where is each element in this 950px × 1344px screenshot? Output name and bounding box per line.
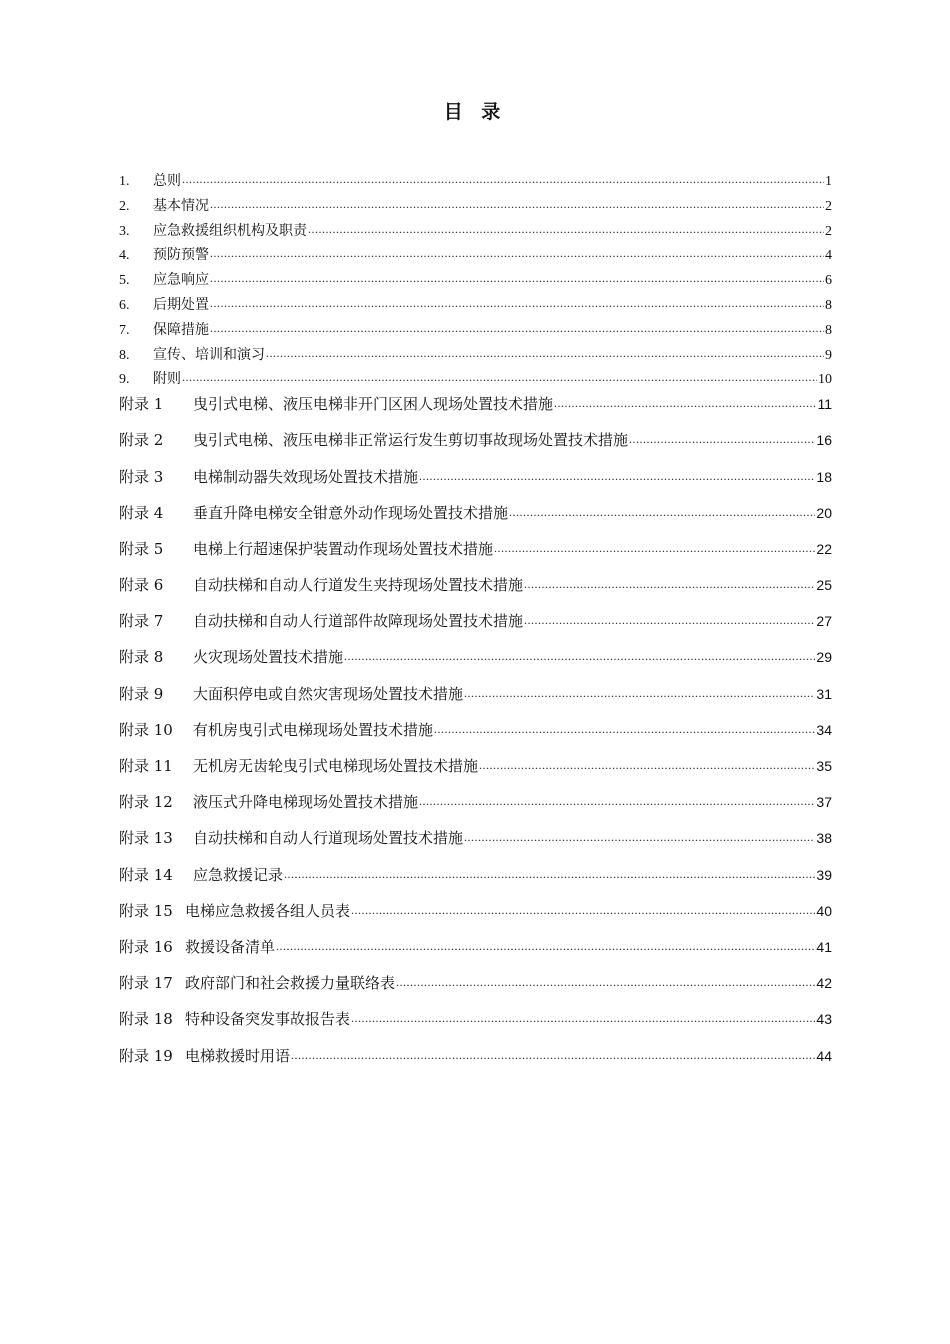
appendix-number: 附录 16 — [119, 937, 173, 956]
appendix-number: 附录 12 — [119, 793, 173, 812]
appendix-page: 44 — [816, 1047, 832, 1064]
dot-leader — [210, 320, 824, 334]
appendix-number: 附录 4 — [119, 503, 164, 522]
toc-appendix-entry[interactable] — [119, 755, 832, 791]
dot-leader — [210, 270, 824, 284]
appendix-page: 37 — [816, 794, 832, 811]
dot-leader — [182, 369, 817, 383]
appendix-number: 附录 6 — [119, 576, 164, 595]
entry-number: 6. — [119, 297, 130, 313]
appendix-page: 41 — [816, 938, 832, 955]
appendix-number: 附录 9 — [119, 684, 164, 703]
appendix-page: 34 — [816, 721, 832, 738]
dot-leader — [419, 792, 815, 807]
dot-leader — [182, 171, 824, 185]
appendix-title: 垂直升降电梯安全钳意外动作现场处置技术措施 — [193, 503, 509, 522]
appendix-title: 政府部门和社会救援力量联络表 — [185, 974, 396, 993]
appendix-page: 31 — [816, 685, 832, 702]
appendix-page: 29 — [816, 649, 832, 666]
entry-page: 2 — [825, 223, 832, 239]
entry-number: 9. — [119, 372, 130, 388]
entry-number: 2. — [119, 198, 130, 214]
appendix-number: 附录 14 — [119, 865, 173, 884]
toc-appendix-entry[interactable] — [119, 936, 832, 972]
dot-leader — [524, 611, 815, 626]
appendix-page: 11 — [817, 396, 832, 413]
entry-page: 2 — [825, 198, 832, 214]
toc-appendix-entry[interactable] — [119, 1008, 832, 1044]
appendix-page: 42 — [816, 975, 832, 992]
appendix-title: 电梯制动器失效现场处置技术措施 — [193, 467, 419, 486]
appendix-page: 39 — [816, 866, 832, 883]
appendix-page: 18 — [816, 468, 832, 485]
appendix-page: 20 — [816, 504, 832, 521]
appendix-number: 附录 15 — [119, 901, 173, 920]
entry-title: 宣传、培训和演习 — [153, 346, 265, 363]
dot-leader — [524, 575, 815, 590]
appendix-page: 40 — [816, 902, 832, 919]
toc-appendix-entry[interactable] — [119, 429, 832, 465]
appendix-title: 电梯救援时用语 — [185, 1046, 291, 1065]
appendix-title: 曳引式电梯、液压电梯非正常运行发生剪切事故现场处置技术措施 — [193, 431, 629, 450]
entry-page: 9 — [825, 347, 832, 363]
toc-entry[interactable] — [119, 319, 832, 344]
toc-entry[interactable] — [119, 244, 832, 269]
appendix-number: 附录 19 — [119, 1046, 173, 1065]
entry-page: 4 — [825, 248, 832, 264]
dot-leader — [210, 245, 824, 259]
toc-appendix-entry[interactable] — [119, 864, 832, 900]
dot-leader — [284, 865, 815, 880]
toc-appendix-entry[interactable] — [119, 900, 832, 936]
appendix-title: 应急救援记录 — [193, 865, 284, 884]
dot-leader — [351, 1009, 815, 1024]
dot-leader — [434, 720, 815, 735]
entry-title: 应急响应 — [153, 272, 209, 289]
entry-title: 应急救援组织机构及职责 — [153, 222, 307, 239]
table-of-contents — [119, 170, 832, 1081]
appendix-number: 附录 5 — [119, 539, 164, 558]
appendix-title: 大面积停电或自然灾害现场处置技术措施 — [193, 684, 464, 703]
entry-number: 4. — [119, 248, 130, 264]
dot-leader — [308, 221, 824, 235]
dot-leader — [494, 539, 815, 554]
entry-number: 8. — [119, 347, 130, 363]
dot-leader — [210, 196, 824, 210]
toc-appendix-entry[interactable] — [119, 683, 832, 719]
toc-appendix-entry[interactable] — [119, 719, 832, 755]
appendix-page: 22 — [816, 540, 832, 557]
entry-number: 5. — [119, 273, 130, 289]
entry-page: 8 — [825, 297, 832, 313]
entry-title: 总则 — [153, 173, 181, 189]
toc-appendix-entry[interactable] — [119, 827, 832, 863]
appendix-number: 附录 17 — [119, 974, 173, 993]
entry-page: 8 — [825, 322, 832, 338]
toc-appendix-entry[interactable] — [119, 574, 832, 610]
toc-appendix-entry[interactable] — [119, 502, 832, 538]
toc-title: 目 录 — [443, 101, 507, 123]
toc-appendix-entry[interactable] — [119, 538, 832, 574]
entry-title: 保障措施 — [153, 321, 209, 338]
appendix-title: 自动扶梯和自动人行道部件故障现场处置技术措施 — [193, 612, 524, 631]
dot-leader — [509, 503, 815, 518]
toc-entry[interactable] — [119, 269, 832, 294]
entry-number: 1. — [119, 174, 130, 189]
appendix-page: 27 — [816, 613, 832, 630]
dot-leader — [464, 828, 815, 843]
appendix-page: 25 — [816, 577, 832, 594]
toc-entry[interactable] — [119, 220, 832, 245]
appendix-number: 附录 1 — [119, 395, 164, 414]
toc-entry[interactable] — [119, 294, 832, 319]
entry-page: 6 — [825, 273, 832, 289]
dot-leader — [291, 1046, 815, 1061]
appendix-number: 附录 13 — [119, 829, 173, 848]
entry-title: 附则 — [153, 371, 181, 388]
appendix-title: 电梯应急救援各组人员表 — [185, 901, 351, 920]
appendix-page: 38 — [816, 830, 832, 847]
entry-number: 3. — [119, 223, 130, 239]
dot-leader — [479, 756, 815, 771]
appendix-title: 电梯上行超速保护装置动作现场处置技术措施 — [193, 539, 494, 558]
appendix-title: 自动扶梯和自动人行道发生夹持现场处置技术措施 — [193, 576, 524, 595]
toc-appendix-entry[interactable] — [119, 972, 832, 1008]
dot-leader — [419, 467, 815, 482]
toc-appendix-entry[interactable] — [119, 791, 832, 827]
toc-appendix-entry[interactable] — [119, 393, 832, 429]
appendix-number: 附录 10 — [119, 720, 173, 739]
dot-leader — [276, 937, 815, 952]
appendix-page: 35 — [816, 758, 832, 775]
dot-leader — [554, 394, 816, 409]
appendix-title: 特种设备突发事故报告表 — [185, 1010, 351, 1029]
appendix-number: 附录 3 — [119, 467, 164, 486]
entry-title: 基本情况 — [153, 197, 209, 214]
dot-leader — [629, 430, 815, 445]
appendix-title: 有机房曳引式电梯现场处置技术措施 — [193, 720, 434, 739]
dot-leader — [351, 901, 815, 916]
dot-leader — [210, 295, 824, 309]
entry-page: 1 — [825, 174, 832, 189]
appendix-number: 附录 7 — [119, 612, 164, 631]
toc-entry[interactable] — [119, 368, 832, 393]
toc-appendix-entry[interactable] — [119, 466, 832, 502]
toc-entry[interactable] — [119, 344, 832, 369]
entry-page: 10 — [818, 372, 832, 388]
toc-entry[interactable] — [119, 170, 832, 195]
appendix-number: 附录 2 — [119, 431, 164, 450]
appendix-title: 液压式升降电梯现场处置技术措施 — [193, 793, 419, 812]
appendix-number: 附录 18 — [119, 1010, 173, 1029]
appendix-title: 火灾现场处置技术措施 — [193, 648, 344, 667]
dot-leader — [464, 684, 815, 699]
entry-number: 7. — [119, 322, 130, 338]
appendix-title: 救援设备清单 — [185, 937, 276, 956]
appendix-title: 自动扶梯和自动人行道现场处置技术措施 — [193, 829, 464, 848]
appendix-number: 附录 11 — [119, 757, 173, 776]
toc-appendix-entry[interactable] — [119, 646, 832, 682]
dot-leader — [396, 973, 815, 988]
entry-title: 预防预警 — [153, 247, 209, 264]
toc-entry[interactable] — [119, 195, 832, 220]
appendix-number: 附录 8 — [119, 648, 164, 667]
toc-appendix-entry[interactable] — [119, 610, 832, 646]
appendix-page: 16 — [816, 432, 832, 449]
dot-leader — [344, 647, 815, 662]
dot-leader — [266, 345, 824, 359]
entry-title: 后期处置 — [153, 296, 209, 313]
appendix-title: 曳引式电梯、液压电梯非开门区困人现场处置技术措施 — [193, 395, 554, 414]
toc-appendix-entry[interactable] — [119, 1045, 832, 1081]
appendix-page: 43 — [816, 1011, 832, 1028]
appendix-title: 无机房无齿轮曳引式电梯现场处置技术措施 — [193, 757, 479, 776]
